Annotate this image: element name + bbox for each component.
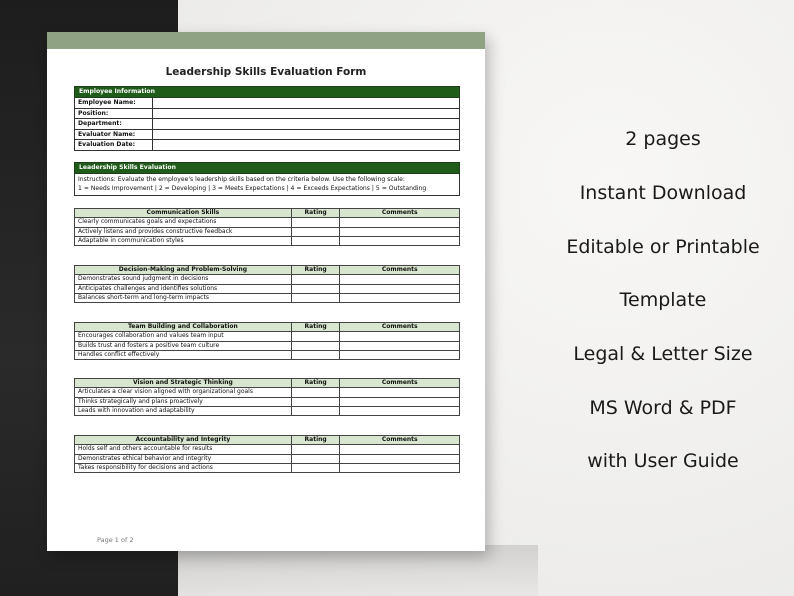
skill-table-section (74, 265, 460, 303)
comments-cell[interactable] (340, 397, 460, 406)
skill-criterion: Balances short-term and long-term impacts (75, 293, 292, 302)
table-row (75, 350, 460, 359)
rating-column-header: Rating (291, 436, 340, 445)
comments-column-header: Comments (340, 266, 460, 275)
skill-criterion: Adaptable in communication styles (75, 236, 292, 245)
skill-table (74, 208, 460, 246)
rating-column-header: Rating (291, 323, 340, 332)
skill-criterion: Encourages collaboration and values team input (75, 332, 292, 341)
skill-table-header (75, 266, 460, 275)
skill-category-title: Communication Skills (75, 209, 292, 218)
evaluation-heading: Leadership Skills Evaluation (74, 162, 460, 174)
table-row (75, 293, 460, 302)
table-row (75, 397, 460, 406)
rating-cell[interactable] (291, 236, 340, 245)
feature-template: Template (619, 289, 707, 311)
instructions-text: Instructions: Evaluate the employee's leadership skills based on the criteria below. Use the following scale: (78, 176, 405, 183)
table-row (75, 275, 460, 284)
employee-info-section (74, 86, 460, 151)
info-value-field[interactable] (153, 109, 459, 119)
comments-cell[interactable] (340, 227, 460, 236)
info-label: Evaluation Date: (75, 140, 153, 150)
skill-criterion: Actively listens and provides constructive feedback (75, 227, 292, 236)
info-row (74, 109, 460, 120)
comments-cell[interactable] (340, 445, 460, 454)
comments-cell[interactable] (340, 388, 460, 397)
rating-cell[interactable] (291, 406, 340, 415)
skill-table-header (75, 323, 460, 332)
comments-cell[interactable] (340, 350, 460, 359)
table-row (75, 388, 460, 397)
skill-criterion: Takes responsibility for decisions and actions (75, 463, 292, 472)
info-value-field[interactable] (153, 130, 459, 140)
table-row (75, 236, 460, 245)
table-row (75, 406, 460, 415)
info-label: Position: (75, 109, 153, 119)
comments-cell[interactable] (340, 332, 460, 341)
skill-table (74, 322, 460, 360)
table-row (75, 463, 460, 472)
skill-criterion: Handles conflict effectively (75, 350, 292, 359)
skill-category-title: Decision-Making and Problem-Solving (75, 266, 292, 275)
skill-table-header (75, 209, 460, 218)
comments-cell[interactable] (340, 463, 460, 472)
rating-column-header: Rating (291, 209, 340, 218)
skill-table (74, 265, 460, 303)
rating-column-header: Rating (291, 379, 340, 388)
document-top-band (47, 32, 485, 49)
comments-cell[interactable] (340, 406, 460, 415)
skill-table-section (74, 208, 460, 246)
table-row (75, 445, 460, 454)
skill-category-title: Accountability and Integrity (75, 436, 292, 445)
feature-guide: with User Guide (587, 450, 739, 472)
rating-cell[interactable] (291, 397, 340, 406)
table-row (75, 284, 460, 293)
info-label: Employee Name: (75, 98, 153, 108)
info-row (74, 140, 460, 151)
feature-editable: Editable or Printable (566, 236, 760, 258)
skill-table-section (74, 322, 460, 360)
comments-cell[interactable] (340, 284, 460, 293)
comments-cell[interactable] (340, 236, 460, 245)
feature-download: Instant Download (579, 182, 747, 204)
comments-cell[interactable] (340, 275, 460, 284)
skill-table-section (74, 378, 460, 416)
comments-column-header: Comments (340, 379, 460, 388)
evaluation-section (74, 162, 460, 196)
info-value-field[interactable] (153, 119, 459, 129)
comments-cell[interactable] (340, 341, 460, 350)
background-shadow (178, 545, 538, 596)
skill-criterion: Clearly communicates goals and expectations (75, 218, 292, 227)
info-label: Evaluator Name: (75, 130, 153, 140)
skill-table-header (75, 436, 460, 445)
skill-category-title: Team Building and Collaboration (75, 323, 292, 332)
table-row (75, 218, 460, 227)
table-row (75, 227, 460, 236)
rating-cell[interactable] (291, 350, 340, 359)
skill-category-title: Vision and Strategic Thinking (75, 379, 292, 388)
comments-cell[interactable] (340, 218, 460, 227)
rating-cell[interactable] (291, 454, 340, 463)
skill-table (74, 435, 460, 473)
feature-size: Legal & Letter Size (573, 343, 753, 365)
rating-cell[interactable] (291, 284, 340, 293)
table-row (75, 454, 460, 463)
evaluation-instructions (74, 174, 460, 196)
rating-cell[interactable] (291, 445, 340, 454)
skill-criterion: Builds trust and fosters a positive team culture (75, 341, 292, 350)
feature-pages: 2 pages (625, 128, 701, 150)
rating-cell[interactable] (291, 275, 340, 284)
info-row (74, 119, 460, 130)
skill-criterion: Articulates a clear vision aligned with organizational goals (75, 388, 292, 397)
info-value-field[interactable] (153, 98, 459, 108)
skill-table-header (75, 379, 460, 388)
comments-cell[interactable] (340, 454, 460, 463)
comments-column-header: Comments (340, 323, 460, 332)
comments-cell[interactable] (340, 293, 460, 302)
skill-criterion: Holds self and others accountable for results (75, 445, 292, 454)
table-row (75, 332, 460, 341)
skill-criterion: Demonstrates sound judgment in decisions (75, 275, 292, 284)
page-number: Page 1 of 2 (97, 536, 134, 544)
skill-criterion: Leads with innovation and adaptability (75, 406, 292, 415)
document-title: Leadership Skills Evaluation Form (165, 66, 367, 78)
info-row (74, 98, 460, 109)
rating-column-header: Rating (291, 266, 340, 275)
skill-criterion: Thinks strategically and plans proactively (75, 397, 292, 406)
info-row (74, 130, 460, 141)
comments-column-header: Comments (340, 209, 460, 218)
comments-column-header: Comments (340, 436, 460, 445)
skill-criterion: Demonstrates ethical behavior and integrity (75, 454, 292, 463)
rating-cell[interactable] (291, 388, 340, 397)
info-value-field[interactable] (153, 140, 459, 150)
skill-criterion: Anticipates challenges and identifies solutions (75, 284, 292, 293)
rating-cell[interactable] (291, 293, 340, 302)
table-row (75, 341, 460, 350)
skill-table (74, 378, 460, 416)
info-label: Department: (75, 119, 153, 129)
rating-cell[interactable] (291, 227, 340, 236)
rating-cell[interactable] (291, 341, 340, 350)
rating-cell[interactable] (291, 218, 340, 227)
document-preview (47, 32, 485, 551)
rating-cell[interactable] (291, 463, 340, 472)
feature-formats: MS Word & PDF (589, 397, 737, 419)
rating-scale: 1 = Needs Improvement | 2 = Developing | 3 = Meets Expectations | 4 = Exceeds Expectations | 5 = Outstanding (78, 185, 427, 193)
skill-table-section (74, 435, 460, 473)
rating-cell[interactable] (291, 332, 340, 341)
employee-info-heading: Employee Information (74, 86, 460, 98)
